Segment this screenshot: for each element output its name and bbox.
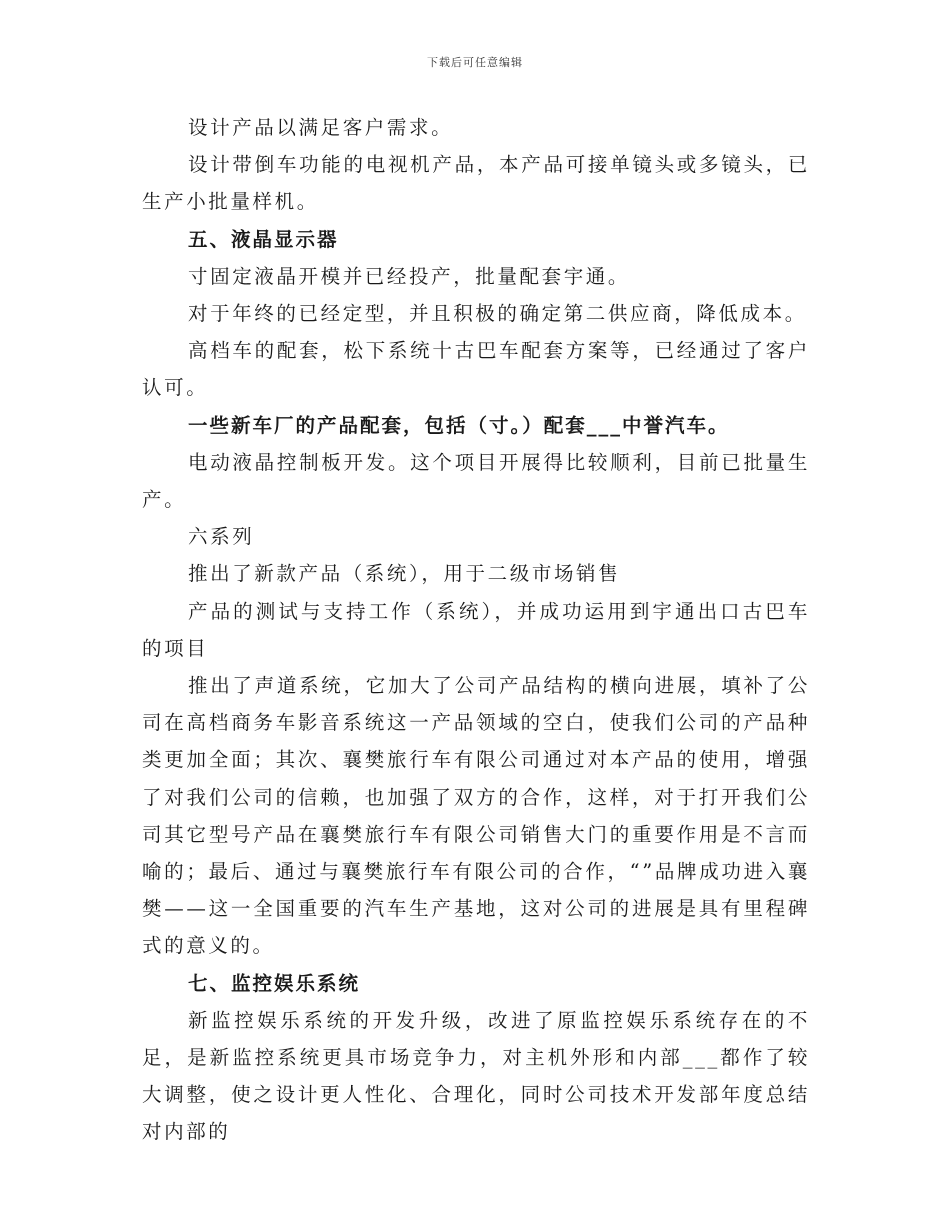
paragraph-10: 新监控娱乐系统的开发升级，改进了原监控娱乐系统存在的不足，是新监控系统更具市场竞争力，对主机外形和内部___都作了较大调整，使之设计更人性化、合理化，同时公司技术开发部年度总结对内部的	[142, 1008, 810, 1144]
paragraph-7: 推出了新款产品（系统），用于二级市场销售	[188, 562, 621, 586]
paragraph-2: 设计带倒车功能的电视机产品，本产品可接单镜头或多镜头，已生产小批量样机。	[142, 153, 810, 214]
section-heading-6: 六系列	[188, 525, 255, 549]
paragraph-3: 寸固定液晶开模并已经投产，批量配套宇通。	[188, 264, 631, 288]
paragraph-1: 设计产品以满足客户需求。	[188, 116, 454, 139]
paragraph-6: 电动液晶控制板开发。这个项目开展得比较顺利，目前已批量生产。	[142, 450, 810, 512]
paragraph-5: 高档车的配套，松下系统十古巴车配套方案等，已经通过了客户认可。	[142, 339, 810, 400]
paragraph-9: 推出了声道系统，它加大了公司产品结构的横向进展，填补了公司在高档商务车影音系统这一产品领域的空白，使我们公司的产品种类更加全面；其次、襄樊旅行车有限公司通过对本产品的使用，增强了对我们公司的信赖，也加强了双方的合作，这样，对于打开我们公司其它型号产品在襄樊旅行车有限公司销售大门的重要作用是不言而喻的；最后、通过与襄樊旅行车有限公司的合作，“”品牌成功进入襄樊——这一全国重要的汽车生产基地，这对公司的进展是具有里程碑式的意义的。	[142, 674, 810, 958]
header-note: 下载后可任意编辑	[427, 56, 523, 69]
section-heading-5: 五、液晶显示器	[188, 227, 339, 251]
paragraph-4: 对于年终的已经定型，并且积极的确定第二供应商，降低成本。	[188, 302, 807, 326]
document-body	[142, 109, 810, 1151]
bold-paragraph: 一些新车厂的产品配套，包括（寸。）配套___中誉汽车。	[188, 413, 730, 437]
section-heading-7: 七、监控娱乐系统	[188, 971, 361, 995]
paragraph-8: 产品的测试与支持工作（系统），并成功运用到宇通出口古巴车的项目	[142, 599, 810, 660]
